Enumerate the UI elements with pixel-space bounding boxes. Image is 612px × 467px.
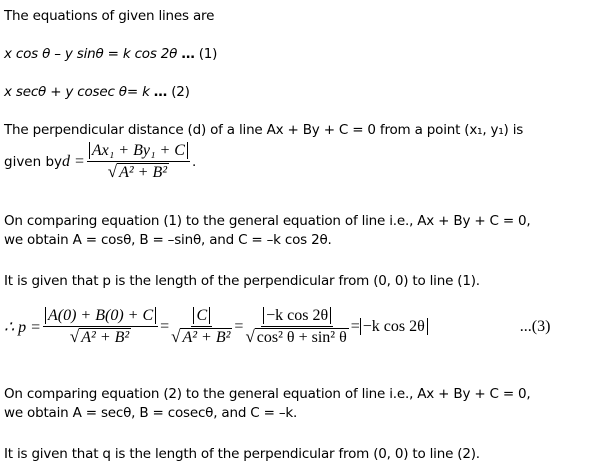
equals-sign: = xyxy=(350,318,360,335)
distance-denominator: A² + B² xyxy=(119,164,168,181)
distance-end: . xyxy=(191,154,197,170)
p-therefore: ∴ p = xyxy=(4,319,41,336)
equals-sign: = xyxy=(160,318,170,335)
distance-fraction xyxy=(87,142,190,182)
equation-2-label: (2) xyxy=(171,84,190,100)
equation-3-label: ...(3) xyxy=(519,318,551,335)
equation-2-dots: … xyxy=(153,84,168,100)
p-fraction-3 xyxy=(245,307,348,347)
equation-2 xyxy=(4,84,190,100)
compare-2-line-2: we obtain A = secθ, B = cosecθ, and C = –k. xyxy=(4,405,298,421)
distance-lhs: d = xyxy=(62,153,85,170)
compare-1-line-1: On comparing equation (1) to the general equation of line i.e., Ax + By + C = 0, xyxy=(4,213,531,229)
distance-intro: The perpendicular distance (d) of a line Ax + By + C = 0 from a point (x₁, y₁) is xyxy=(4,122,524,138)
given-p-text: It is given that p is the length of the perpendicular from (0, 0) to line (1). xyxy=(4,273,480,289)
sqrt-icon: √ xyxy=(69,327,80,346)
equation-2-text: x secθ + y cosec θ= k xyxy=(4,84,150,100)
equation-1-label: (1) xyxy=(198,46,218,62)
p-result: −k cos 2θ xyxy=(360,318,428,335)
equals-sign: = xyxy=(234,318,244,335)
intro-text: The equations of given lines are xyxy=(4,8,215,24)
distance-formula xyxy=(4,142,196,182)
p-fraction-1-numerator: A(0) + B(0) + C xyxy=(45,307,156,324)
p-fraction-2-numerator: C xyxy=(193,307,210,324)
distance-numerator: Ax₁ + By₁ + C xyxy=(89,142,188,159)
sqrt-icon: √ xyxy=(245,327,255,346)
p-fraction-2-denominator: A² + B² xyxy=(182,329,231,346)
sqrt-icon: √ xyxy=(171,327,181,346)
compare-1-line-2: we obtain A = cosθ, B = –sinθ, and C = –k cos 2θ. xyxy=(4,232,332,248)
p-fraction-3-denominator: cos² θ + sin² θ xyxy=(256,329,347,346)
equation-1 xyxy=(4,46,217,62)
given-by-text: given by xyxy=(4,154,63,170)
p-formula xyxy=(4,307,550,347)
p-fraction-1-denominator: A² + B² xyxy=(81,329,130,346)
given-q-text: It is given that q is the length of the perpendicular from (0, 0) to line (2). xyxy=(4,446,480,462)
p-fraction-3-numerator: −k cos 2θ xyxy=(263,307,331,324)
equation-1-dots: … xyxy=(181,46,195,62)
p-fraction-2 xyxy=(171,307,232,347)
sqrt-icon: √ xyxy=(107,162,118,181)
compare-2-line-1: On comparing equation (2) to the general equation of line i.e., Ax + By + C = 0, xyxy=(4,386,531,402)
p-fraction-1 xyxy=(43,307,158,347)
equation-1-text: x cos θ – y sinθ = k cos 2θ xyxy=(4,46,178,62)
